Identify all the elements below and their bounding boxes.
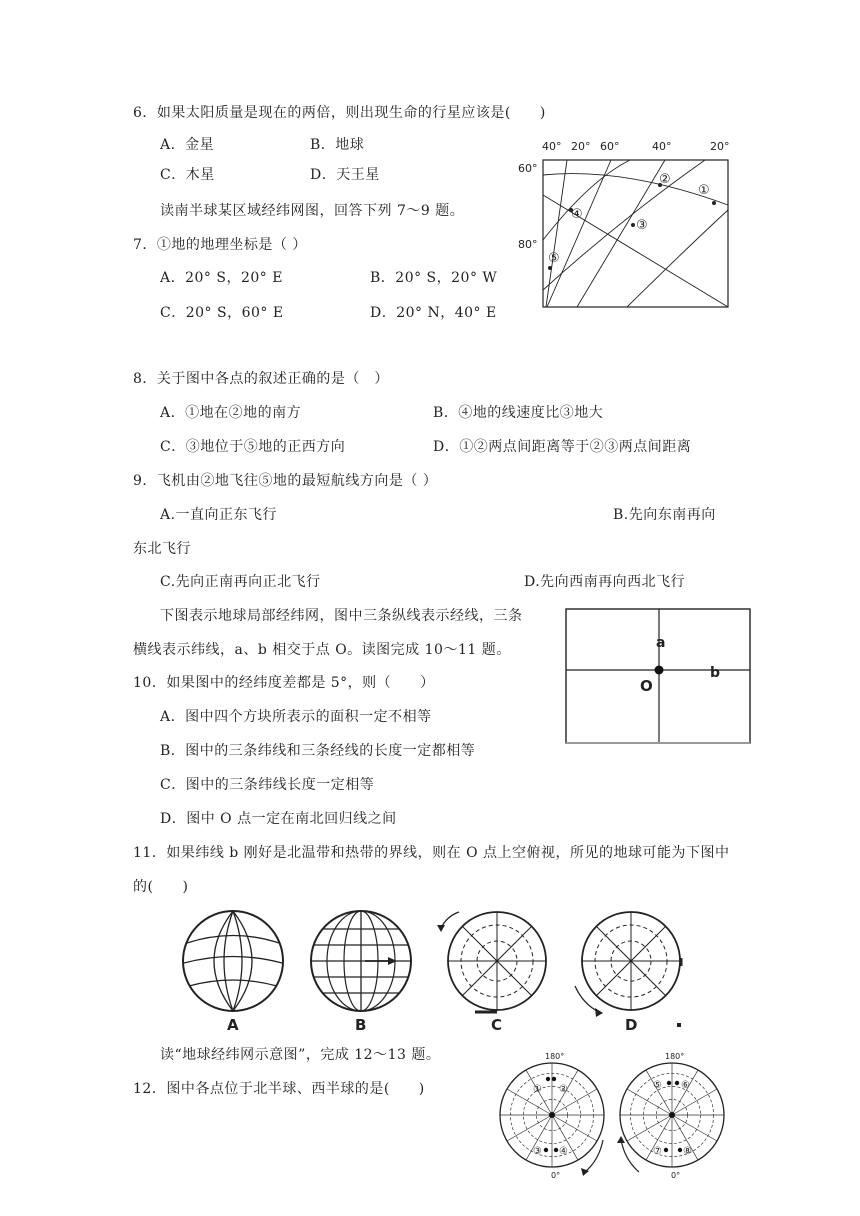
q6-option-a: A．金星 xyxy=(160,137,215,153)
polar-globe-right xyxy=(620,1063,724,1167)
fig1-top-label-3: 60° xyxy=(600,140,620,153)
q10-option-c: C．图中的三条纬线长度一定相等 xyxy=(160,777,375,793)
q7-stem: 7．①地的地理坐标是（ ） xyxy=(133,237,307,253)
q6-option-c: C．木星 xyxy=(160,167,215,183)
q10-option-a: A．图中四个方块所表示的面积一定不相等 xyxy=(160,709,432,725)
globe-a xyxy=(183,911,283,1011)
q7-option-a: A．20° S，20° E xyxy=(160,270,283,286)
fig4-point-3: ③ xyxy=(533,1146,542,1157)
q6-stem: 6．如果太阳质量是现在的两倍，则出现生命的行星应该是( ) xyxy=(133,105,546,121)
fig4-point-5: ⑤ xyxy=(653,1080,662,1091)
q10-stem: 10．如果图中的经纬度差都是 5°，则（ ） xyxy=(133,675,435,691)
fig1-left-label-1: 60° xyxy=(518,162,538,175)
fig1-point-3: ③ xyxy=(636,218,648,233)
q9-option-b-continued: 东北飞行 xyxy=(133,541,191,557)
fig1-point-2: ② xyxy=(659,172,671,187)
q7-option-b: B．20° S，20° W xyxy=(370,270,498,286)
intro-10-11-line2: 横线表示纬线，a、b 相交于点 O。读图完成 10～11 题。 xyxy=(133,642,511,658)
q11-stem-continued: 的( ) xyxy=(133,879,189,895)
q8-option-d: D．①②两点间距离等于②③两点间距离 xyxy=(433,439,692,455)
fig3-label-a: A xyxy=(227,1016,239,1034)
fig2-label-a: a xyxy=(656,635,666,651)
q9-option-d: D.先向西南再向西北飞行 xyxy=(524,574,686,590)
fig2-label-b: b xyxy=(710,665,721,681)
q6-option-d: D．天王星 xyxy=(310,167,380,183)
q9-option-b: B.先向东南再向 xyxy=(613,507,716,523)
fig4-right-bottom-label: 0° xyxy=(671,1171,681,1180)
fig1-point-4: ④ xyxy=(571,207,583,222)
fig3-label-d: D xyxy=(625,1016,638,1034)
q9-stem: 9．飞机由②地飞往⑤地的最短航线方向是（ ） xyxy=(133,473,438,489)
q10-option-b: B．图中的三条纬线和三条经线的长度一定都相等 xyxy=(160,743,476,759)
fig1-point-1: ① xyxy=(698,183,710,198)
fig2-label-o: O xyxy=(640,677,653,695)
fig1-top-label-5: 20° xyxy=(710,140,730,153)
q6-option-b: B．地球 xyxy=(310,137,365,153)
q10-option-d: D．图中 O 点一定在南北回归线之间 xyxy=(160,811,397,827)
globe-b xyxy=(311,911,411,1011)
fig1-top-label-4: 40° xyxy=(652,140,672,153)
globe-options-figure xyxy=(175,908,715,1038)
polar-globes-figure xyxy=(497,1050,757,1180)
fig4-left-bottom-label: 0° xyxy=(551,1171,561,1180)
fig4-point-8: ⑧ xyxy=(683,1146,692,1157)
q7-option-c: C．20° S，60° E xyxy=(160,305,284,321)
southern-hemisphere-grid-figure xyxy=(515,135,735,310)
q9-option-a: A.一直向正东飞行 xyxy=(160,507,278,523)
fig4-point-2: ② xyxy=(559,1084,568,1095)
q11-stem: 11．如果纬线 b 刚好是北温带和热带的界线，则在 O 点上空俯视，所见的地球可能为下图中 xyxy=(133,845,730,861)
intro-12-13: 读“地球经纬网示意图”，完成 12～13 题。 xyxy=(160,1047,441,1063)
local-grid-figure xyxy=(560,605,760,745)
q9-option-c: C.先向正南再向正北飞行 xyxy=(160,574,321,590)
q7-option-d: D．20° N，40° E xyxy=(370,305,497,321)
q8-option-b: B．④地的线速度比③地大 xyxy=(433,405,604,421)
intro-7-9: 读南半球某区域经纬网图，回答下列 7～9 题。 xyxy=(160,203,465,219)
fig3-label-c: C xyxy=(491,1016,503,1034)
fig4-point-6: ⑥ xyxy=(681,1080,690,1091)
q8-option-a: A．①地在②地的南方 xyxy=(160,405,302,421)
fig4-right-top-label: 180° xyxy=(665,1052,685,1061)
q8-stem: 8．关于图中各点的叙述正确的是（ ） xyxy=(133,371,389,387)
globe-c xyxy=(437,912,546,1012)
globe-d xyxy=(575,912,681,1027)
fig4-left-top-label: 180° xyxy=(545,1052,565,1061)
fig4-point-4: ④ xyxy=(559,1146,568,1157)
fig4-point-7: ⑦ xyxy=(653,1146,662,1157)
fig1-left-label-2: 80° xyxy=(518,238,538,251)
fig4-point-1: ① xyxy=(533,1084,542,1095)
intro-10-11-line1: 下图表示地球局部经纬网，图中三条纵线表示经线，三条 xyxy=(160,608,523,624)
q8-option-c: C．③地位于⑤地的正西方向 xyxy=(160,439,346,455)
fig1-top-label-1: 40° xyxy=(542,140,562,153)
q12-stem: 12．图中各点位于北半球、西半球的是( ) xyxy=(133,1081,425,1097)
fig1-top-label-2: 20° xyxy=(571,140,591,153)
fig3-label-b: B xyxy=(355,1016,367,1034)
fig1-point-5: ⑤ xyxy=(548,251,560,266)
